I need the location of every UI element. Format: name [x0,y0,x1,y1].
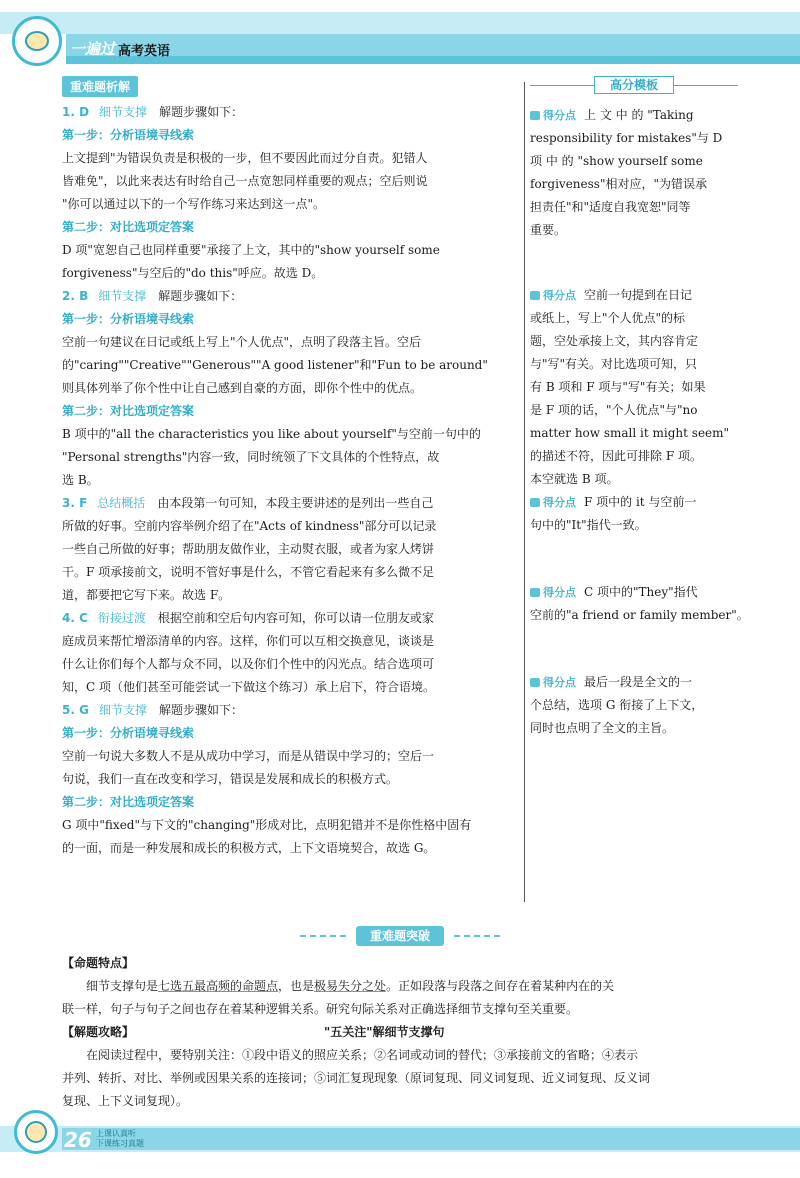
analysis-text-line: forgiveness"与空后的"do this"呼应。故选 D。 [62,266,324,280]
score-text-line: matter how small it might seem" [530,426,730,440]
question-text: 解题步骤如下： [158,289,243,303]
question-type: 细节支撑 [99,105,148,119]
title-dash-right [454,935,500,937]
analysis-text-line: 则具体列举了你个性中让自己感到自豪的方面，即你个性中的优点。 [62,381,423,395]
step-heading: 第二步：对比选项定答案 [62,404,195,418]
score-text-line: forgiveness"相对应，"为错误承 [530,177,707,191]
question-text: 由本段第一句可知，本段主要讲述的是列出一些自己 [157,496,434,510]
strategy-line-2: 并列、转折、对比、举例或因果关系的连接词；⑤词汇复现现象（原词复现、同义词复现、近义词复现、反义词 [62,1071,651,1085]
analysis-text-line: 一些自己所做的好事；帮助朋友做作业，主动熨衣服，或者为家人烤饼 [62,542,435,556]
score-text-line [530,104,738,127]
score-blocks [530,104,749,740]
analysis-text-line: 的一面，而是一种发展和成长的积极方式，上下文语境契合，故选 G。 [62,841,436,855]
footer-mascot-face [25,1121,47,1143]
slogan-line-2: 下课练习真题 [96,1139,144,1148]
score-text-line: 与"写"有关。对比选项可知，只 [530,357,698,371]
thumbs-up-icon [530,588,540,597]
brand-logo: 一遍过 [70,40,116,58]
strategy-label: 【解题攻略】 [62,1025,135,1039]
score-text-line: 的描述不符，因此可排除 F 项。 [530,449,702,463]
score-label: 得分点 [543,496,576,509]
template-column [530,76,749,740]
score-text: 空前一句提到在日记 [584,288,693,302]
analysis-text-line: 皆难免"，以此来表达有时给自己一点宽恕同样重要的观点；空后则说 [62,174,428,188]
footer-band-dark [62,1128,800,1150]
page-header [0,0,800,72]
feature-highlight-2: 极易失分之处 [314,979,387,993]
step-heading: 第一步：分析语境寻线索 [62,312,195,326]
analysis-text-line: 的"caring""Creative""Generous""A good listener"和"Fun to be around" [62,358,488,372]
analysis-text-line: 干。F 项承接前文，说明不管好事是什么，不管它看起来有多么微不足 [62,565,435,579]
score-block [530,104,738,242]
feature-label: 【命题特点】 [62,956,135,970]
analysis-text-line: 什么让你们每个人都与众不同，以及你们个性中的闪光点。结合选项可 [62,657,435,671]
feature-highlight-1: 七选五最高频的命题点 [158,979,279,993]
column-divider [524,82,525,902]
thumbs-up-icon [530,678,540,687]
analysis-text-line: 空前一句说大多数人不是从成功中学习，而是从错误中学习的；空后一 [62,749,435,763]
feature-text: 细节支撑句是 [86,979,159,993]
question-line [62,285,518,308]
question-line [62,492,518,515]
score-text-line: 空前的"a friend or family member"。 [530,608,749,622]
score-text-line: 题，空处承接上文，其内容肯定 [530,334,699,348]
analysis-lines [62,101,518,860]
strategy-heading [62,1021,742,1044]
analysis-column [62,76,518,860]
feature-text: 。正如段落与段落之间存在着某种内在的关 [386,979,615,993]
strategy-title: "五关注"解细节支撑句 [324,1025,445,1039]
score-text: 最后一段是全文的一 [584,675,693,689]
question-type: 衔接过渡 [97,611,146,625]
question-line [62,699,518,722]
score-label: 得分点 [543,586,576,599]
score-text-line: 重要。 [530,223,567,237]
analysis-text-line: "你可以通过以下的一个写作练习来达到这一点"。 [62,197,326,211]
score-text-line [530,581,738,604]
thumbs-up-icon [530,498,540,507]
question-number: 5. G [62,703,89,717]
step-heading: 第二步：对比选项定答案 [62,220,195,234]
step-heading: 第一步：分析语境寻线索 [62,128,195,142]
footer-slogan [96,1129,144,1149]
score-text-line [530,671,738,694]
question-type: 总结概括 [97,496,146,510]
question-text: 解题步骤如下： [159,105,244,119]
strategy-line-1: 在阅读过程中，要特别关注：①段中语义的照应关系；②名词或动词的替代；③承接前文的省略；④表示 [86,1048,639,1062]
thumbs-up-icon [530,291,540,300]
step-heading: 第一步：分析语境寻线索 [62,726,195,740]
question-number: 2. B [62,289,89,303]
score-text-line: 或纸上，写上"个人优点"的标 [530,311,686,325]
breakthrough-title-box: 重难题突破 [356,926,444,946]
score-text-line: 个总结，选项 G 衔接了上下文， [530,698,704,712]
breakthrough-title [300,926,500,946]
score-text-line: 项 中 的 "show yourself some [530,154,703,168]
score-block [530,581,749,627]
analysis-text-line: D 项"宽恕自己也同样重要"承接了上文，其中的"show yourself some [62,243,440,257]
score-label: 得分点 [543,289,576,302]
analysis-text-line: 句说，我们一直在改变和学习，错误是发展和成长的积极方式。 [62,772,399,786]
feature-text: ，也是 [278,979,315,993]
step-heading: 第二步：对比选项定答案 [62,795,195,809]
score-text-line [530,284,738,307]
strategy-line-3: 复现、上下义词复现）。 [62,1094,189,1108]
analysis-text-line: 知，C 项（他们甚至可能尝试一下做这个练习）承上启下，符合语境。 [62,680,435,694]
score-text: F 项中的 it 与空前一 [584,495,697,509]
question-line [62,101,518,124]
analysis-text-line: 庭成员来帮忙增添清单的内容。这样，你们可以互相交换意见，谈谈是 [62,634,435,648]
score-text-line: responsibility for mistakes"与 D [530,131,723,145]
score-text: C 项中的"They"指代 [584,585,698,599]
analysis-text-line: 所做的好事。空前内容举例介绍了在"Acts of kindness"部分可以记录 [62,519,437,533]
question-line [62,607,518,630]
mascot-face [25,31,49,51]
score-text-line: 同时也点明了全文的主旨。 [530,721,675,735]
header-band-accent [66,56,800,64]
score-block [530,284,738,491]
analysis-text-line: G 项中"fixed"与下文的"changing"形成对比，点明犯错并不是你性格中固有 [62,818,472,832]
score-text: 上 文 中 的 "Taking [584,108,694,122]
template-title [530,76,738,94]
feature-line-1 [62,975,742,998]
analysis-text-line: B 项中的"all the characteristics you like about yourself"与空前一句中的 [62,427,481,441]
mascot-icon [12,16,62,66]
footer-mascot-icon [14,1110,58,1154]
title-dash-left [300,935,346,937]
header-band [0,12,800,34]
slogan-line-1: 上课认真听 [96,1129,136,1138]
question-type: 细节支撑 [98,703,147,717]
analysis-text-line: 选 B。 [62,473,99,487]
analysis-text-line: 空前一句建议在日记或纸上写上"个人优点"，点明了段落主旨。空后 [62,335,422,349]
question-text: 解题步骤如下： [158,703,243,717]
feature-line-2: 联一样，句子与句子之间也存在着某种逻辑关系。研究句际关系对正确选择细节支撑句至关重要。 [62,1002,579,1016]
question-number: 4. C [62,611,88,625]
section-tag: 重难题析解 [62,76,138,97]
score-label: 得分点 [543,676,576,689]
question-number: 1. D [62,105,90,119]
score-text-line: 有 B 项和 F 项与"写"有关；如果 [530,380,706,394]
score-block [530,491,738,537]
score-block [530,671,738,740]
book-title: 高考英语 [118,44,171,59]
question-text: 根据空前和空后句内容可知，你可以请一位朋友或家 [157,611,434,625]
score-text-line: 句中的"It"指代一致。 [530,518,647,532]
analysis-text-line: 道，都要把它写下来。故选 F。 [62,588,231,602]
analysis-text-line: "Personal strengths"内容一致，同时统领了下文具体的个性特点，故 [62,450,440,464]
score-text-line [530,491,738,514]
score-label: 得分点 [543,109,576,122]
score-text-line: 担责任"和"适度自我宽恕"同等 [530,200,691,214]
score-text-line: 是 F 项的话，"个人优点"与"no [530,403,698,417]
thumbs-up-icon [530,111,540,120]
breakthrough-section [62,952,742,1113]
question-number: 3. F [62,496,88,510]
template-title-box: 高分模板 [594,76,674,94]
analysis-text-line: 上文提到"为错误负责是积极的一步，但不要因此而过分自责。犯错人 [62,151,428,165]
score-text-line: 本空就选 B 项。 [530,472,619,486]
page-number: 26 [64,1128,92,1152]
question-type: 细节支撑 [98,289,147,303]
